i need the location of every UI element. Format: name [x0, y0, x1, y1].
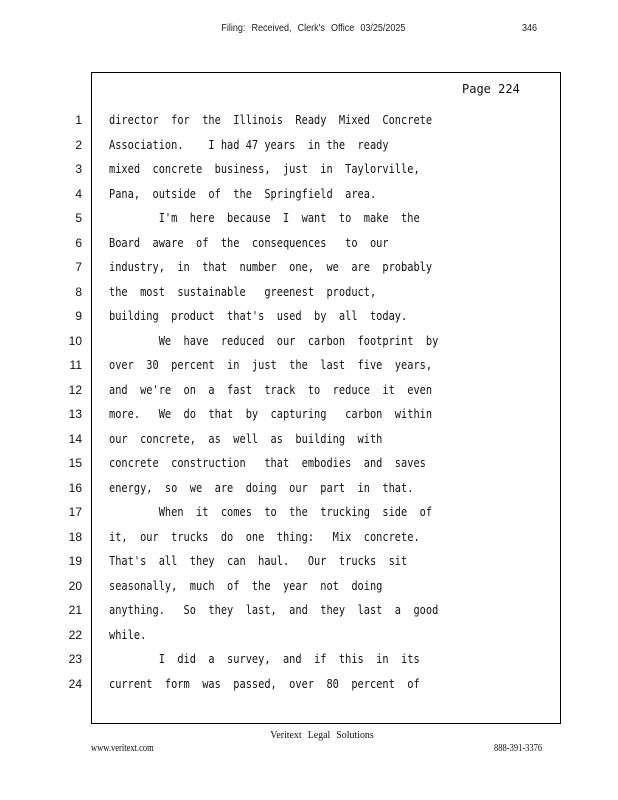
- transcript-line: [0, 182, 618, 207]
- transcript-lines: [0, 108, 618, 696]
- transcript-line: [0, 280, 618, 305]
- line-text: Board aware of the consequences to our: [109, 235, 389, 250]
- line-text: seasonally, much of the year not doing: [109, 578, 383, 593]
- filing-stamp: Filing: Received, Clerk's Office 03/25/2025: [221, 23, 406, 34]
- footer-phone: 888-391-3376: [494, 743, 543, 754]
- transcript-line: [0, 304, 618, 329]
- line-number: 22: [68, 627, 82, 642]
- filing-page-number: 346: [522, 23, 538, 34]
- transcript-line: [0, 500, 618, 525]
- line-text: Association. I had 47 years in the ready: [109, 137, 389, 152]
- line-text: concrete construction that embodies and saves: [109, 456, 426, 470]
- footer-company: Veritext Legal Solutions: [270, 729, 374, 741]
- line-number: 3: [75, 162, 82, 176]
- transcript-line: [0, 231, 618, 256]
- line-text: it, our trucks do one thing: Mix concrete.: [109, 529, 420, 544]
- line-text: current form was passed, over 80 percent of: [109, 676, 420, 691]
- filing-header: [0, 23, 556, 39]
- line-text: over 30 percent in just the last five years,: [109, 358, 433, 372]
- transcript-page-label: Page 224: [462, 82, 520, 96]
- line-number: 9: [75, 309, 82, 323]
- line-number: 18: [68, 529, 82, 544]
- line-text: I did a survey, and if this in its: [109, 652, 420, 666]
- line-number: 14: [68, 431, 82, 446]
- line-text: while.: [109, 627, 147, 642]
- line-number: 17: [68, 505, 82, 519]
- line-number: 2: [75, 137, 82, 152]
- line-text: energy, so we are doing our part in that.: [109, 480, 414, 495]
- line-number: 13: [68, 407, 82, 421]
- transcript-line: [0, 157, 618, 182]
- line-number: 8: [75, 284, 82, 299]
- transcript-line: [0, 427, 618, 452]
- line-text: anything. So they last, and they last a good: [109, 603, 439, 617]
- line-text: mixed concrete business, just in Taylorville,: [109, 162, 420, 176]
- transcript-line: [0, 451, 618, 476]
- line-number: 16: [68, 480, 82, 495]
- line-number: 7: [75, 260, 82, 274]
- line-text: When it comes to the trucking side of: [109, 505, 433, 519]
- transcript-line: [0, 598, 618, 623]
- transcript-line: [0, 402, 618, 427]
- transcript-line: [0, 476, 618, 501]
- line-text: and we're on a fast track to reduce it even: [109, 382, 433, 397]
- line-number: 21: [68, 603, 82, 617]
- line-number: 12: [68, 382, 82, 397]
- transcript-line: [0, 623, 618, 648]
- transcript-line: [0, 574, 618, 599]
- line-text: director for the Illinois Ready Mixed Concrete: [109, 113, 433, 127]
- line-number: 15: [68, 456, 82, 470]
- transcript-line: [0, 378, 618, 403]
- line-number: 5: [75, 211, 82, 225]
- line-number: 10: [68, 333, 82, 348]
- transcript-line: [0, 206, 618, 231]
- line-number: 20: [68, 578, 82, 593]
- transcript-line: [0, 549, 618, 574]
- line-number: 4: [75, 186, 82, 201]
- line-number: 11: [69, 358, 82, 372]
- line-number: 1: [75, 113, 82, 127]
- transcript-line: [0, 255, 618, 280]
- line-text: We have reduced our carbon footprint by: [109, 333, 439, 348]
- transcript-line: [0, 672, 618, 697]
- footer-website: www.veritext.com: [91, 743, 154, 754]
- line-text: the most sustainable greenest product,: [109, 284, 377, 299]
- line-number: 23: [68, 652, 82, 666]
- transcript-line: [0, 133, 618, 158]
- line-number: 24: [68, 676, 82, 691]
- line-text: our concrete, as well as building with: [109, 431, 383, 446]
- line-number: 19: [68, 554, 82, 568]
- transcript-line: [0, 647, 618, 672]
- line-text: Pana, outside of the Springfield area.: [109, 186, 377, 201]
- line-text: That's all they can haul. Our trucks sit: [109, 554, 408, 568]
- line-text: more. We do that by capturing carbon within: [109, 407, 433, 421]
- transcript-line: [0, 525, 618, 550]
- line-text: I'm here because I want to make the: [109, 211, 420, 225]
- transcript-line: [0, 353, 618, 378]
- line-text: industry, in that number one, we are probably: [109, 260, 433, 274]
- line-number: 6: [75, 235, 82, 250]
- transcript-line: [0, 108, 618, 133]
- transcript-line: [0, 329, 618, 354]
- line-text: building product that's used by all today.: [109, 309, 408, 323]
